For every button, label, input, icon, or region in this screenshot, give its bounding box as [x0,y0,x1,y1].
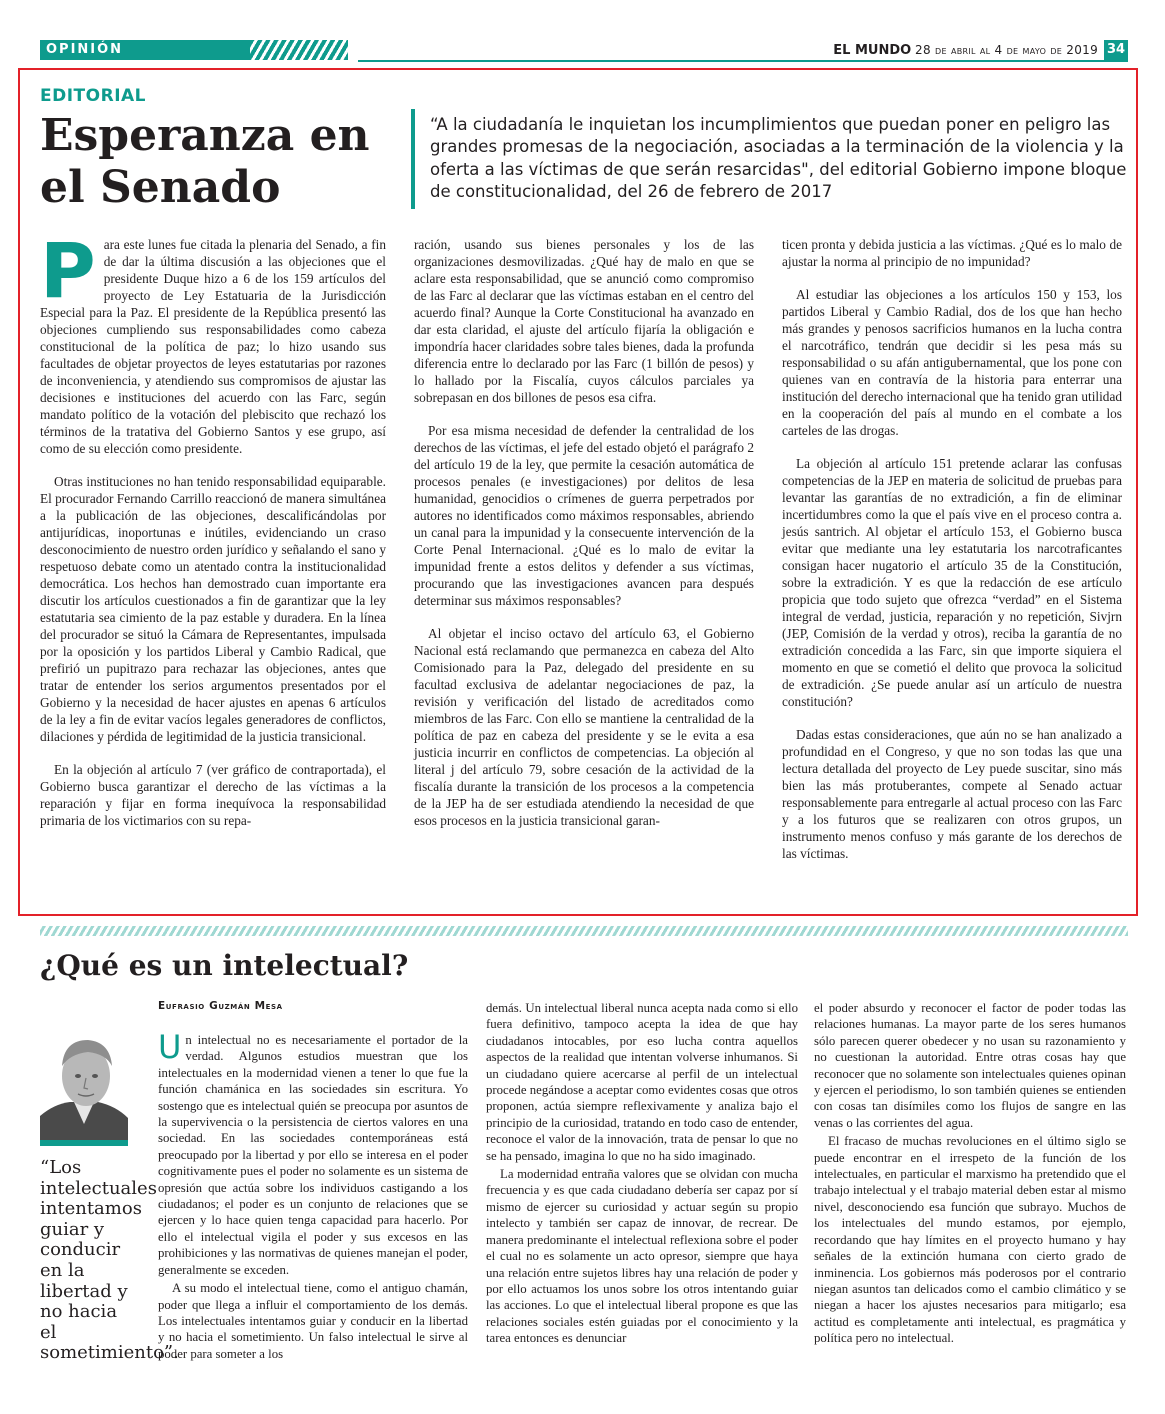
editorial-pullquote: “A la ciudadanía le inquietan los incumplimientos que puedan poner en peligro las grandes promesas de la negociación, asociadas a la terminación de la violencia y la oferta a las víctimas de que serán resarcidas", del editorial Gobierno impone bloque de constitucionalidad, del 26 de febrero de 2017 [430,115,1127,202]
editorial-paragraph: ración, usando sus bienes personales y los de las organizaciones desmovilizadas. ¿Qué hay de malo en que se aclare esta responsabilidad, que se anunció como compromiso de las Farc al declarar que las víctimas estaban en el centro del acuerdo final? Aunque la Corte Constitucional ha avanzado en dar esta claridad, el ajuste del artículo fijaría la obligación e impondría hacer claridades sobre tales bienes, dada la profunda diferencia entre lo declarado por las Farc (1 billón de pesos) y lo hallado por la Fiscalía, cuyos cálculos parciales ya sobrepasan en dos billones de pesos esa cifra. [414,237,754,405]
dropcap: P [40,226,96,315]
editorial-headline: Esperanza en el Senado [40,110,370,213]
header-rule [358,60,1128,62]
author-portrait-image [40,1032,128,1140]
section-divider [40,926,1128,936]
column-paragraph: demás. Un intelectual liberal nunca acepta nada como si ello fuera definitivo, tampoco acepta la idea de que hay ciudadanos intocables, por eso lucha contra aquellos aspectos de la realidad que intentan volverse inhumanos. Si un ciudadano quiere acercarse al perfil de un intelectual procede negándose a aceptar como evidentes cosas que otros proponen, actúa siempre reflexivamente y analiza bajo el principio de la curiosidad, tratando en todo caso de entender, reconoce el valor de la innovación, trata de pensar lo que no se ha pensado, imagina lo que no ha sido imaginado. [486,1001,798,1163]
column-paragraph: El fracaso de muchas revoluciones en el último siglo se puede encontrar en el irrespeto de la función de los intelectuales, en particular el marxismo ha pretendido que el trabajo intelectual y el trabajo material deben estar al mismo nivel, desconociendo esa función que subrayo. Muchos de los intelectuales del mundo estamos, por ejemplo, recordando que hay límites en el proyecto humano y hay señales de la extinción humana con cierto grado de inminencia. Los gobiernos más poderosos por el contrario niegan asuntos tan delicados como el cambio climático y se niegan a hacer los ajustes necesarios para mitigarlo; esa actitud es completamente anti intelectual, es pragmática y política pero no intelectual. [814,1134,1126,1346]
editorial-column-1 [40,226,386,845]
column-text-1 [158,1028,468,1364]
editorial-paragraph: La objeción al artículo 151 pretende aclarar las confusas competencias de la JEP en materia de solicitud de pruebas para levantar las garantías de no extradición, a fin de eliminar incertidumbres como la que el país vive en el proceso contra a. jesús santrich. Al objetar el artículo 153, el Gobierno busca evitar que mediante una ley estatutaria los narcotraficantes consigan hacer nugatorio el artículo 35 de la Constitución, sobre la extradición. Y es que la redacción de ese artículo propicia que todo sujeto que ofrezca “verdad” en el Sistema integral de verdad, justicia, reparación y no repetición, Sivjrn (JEP, Comisión de la verdad y otros), reciba la garantía de no extradición concedida a las Farc, sin que importe siquiera el momento en que se cometió el delito que provoca la solicitud de extradición. ¿Se puede anular así un artículo de nuestra constitución? [782,456,1122,709]
issue-date: 28 de abril al 4 de mayo de 2019 [915,43,1098,57]
author-portrait [40,1032,128,1140]
dropcap: U [158,1028,182,1066]
editorial-paragraph: Al estudiar las objeciones a los artículos 150 y 153, los partidos Liberal y Cambio Radial, dos de los que han hecho más grandes y penosos sacrificios humanos en la lucha contra el narcotráfico, tendrán que decidir si les pesa más su responsabilidad o su afán antigubernamental, que los pone con quienes van en contravía de la historia para enterrar una institución del derecho internacional que ha tenido gran utilidad en la cooperación del país al mundo en el combate a los carteles de las drogas. [782,287,1122,438]
page-header [40,38,1128,62]
column-headline: ¿Qué es un intelectual? [40,949,409,982]
publication-name: EL MUNDO [833,43,912,58]
paragraph-text: ara este lunes fue citada la plenaria del Senado, a fin de dar la última discusión a las objeciones que el presidente Duque hizo a 6 de los 159 artículos del proyecto de Ley Estatuaria de la Jurisdicción Especial para la Paz. El presidente de la República presentó las objeciones cumpliendo sus responsabilidades como cabeza constitucional de la política de paz; lo hizo usando sus facultades de objetar proyectos de leyes estatutarias por razones de inconveniencia, y atendiendo sus compromisos de ajustar las decisiones e instituciones del acuerdo con las Farc, según mandato político de la votación del plebiscito que rechazó los términos de la tratativa del Gobierno Santos y ese grupo, así como de su elección como presidente. [40,237,386,456]
column-paragraph: A su modo el intelectual tiene, como el antiguo chamán, poder que llega a influir el comportamiento de los demás. Los intelectuales intentamos guiar y conducir en la libertad y no hacia el sometimiento. Un falso intelectual le sirve al poder para someter a los [158,1281,468,1361]
column-paragraph: el poder absurdo y reconocer el factor de poder todas las relaciones humanas. La mayor parte de los seres humanos sólo parecen querer obedecer y no usan su razonamiento y no cuestionan la autoridad. Entre otras cosas hay que reconocer que no solamente son intelectuales quienes opinan y ejercen el periodismo, lo son también quienes se entienden con cosas tan disímiles como los flujos de sangre en las venas o las corrientes del agua. [814,1001,1126,1130]
editorial-paragraph [40,226,386,457]
column-text-3 [814,1000,1126,1349]
masthead [833,41,1098,60]
column-side-quote: “Los intelectuales intentamos guiar y conducir en la libertad y no hacia el sometimiento”. [40,1157,179,1364]
portrait-accent-bar [40,1140,128,1146]
editorial-paragraph: En la objeción al artículo 7 (ver gráfico de contraportada), el Gobierno busca garantizar el derecho de las víctimas a la reparación y fijar en forma inequívoca la responsabilidad primaria de los victimarios con su repa- [40,762,386,828]
editorial-paragraph: ticen pronta y debida justicia a las víctimas. ¿Qué es lo malo de ajustar la norma al principio de no impunidad? [782,237,1122,269]
editorial-column-2 [414,236,754,845]
pullquote-bar [411,109,415,209]
section-label: OPINIÓN [40,40,250,60]
page-number: 34 [1104,40,1128,60]
editorial-paragraph: Por esa misma necesidad de defender la centralidad de los derechos de las víctimas, el jefe del estado objetó el parágrafo 2 del artículo 19 de la ley, que permite la cesación automática de procesos penales (e investigaciones) por delitos de lesa humanidad, genocidios o crímenes de guerra perpetrados por autores no identificados como máximos responsables, abriendo un canal para la impunidad y la consecuente intervención de la Corte Penal Internacional. ¿Qué es lo malo de evitar la impunidad frente a estos delitos y defender a sus víctimas, procurando que las investigaciones avancen para después determinar sus máximos responsables? [414,423,754,608]
column-paragraph: La modernidad entraña valores que se olvidan con mucha frecuencia y es que cada ciudadano debería ser capaz por sí mismo de ejercer su curiosidad y actuar según su propio intelecto y también ser capaz de innovar, de recrear. De manera predominante el intelectual reflexiona sobre el poder el cual no es solamente un acto opresor, siempre que haya una relación entre sujetos libres hay una relación de poder y por ello actuamos los unos sobre los otros intentando guiar las acciones. Lo que el intelectual liberal propone es que las relaciones sociales estén guiadas por el conocimiento y la tarea entonces es denunciar [486,1167,798,1346]
section-stripes-decoration [250,40,348,60]
editorial-kicker: EDITORIAL [40,86,147,106]
editorial-paragraph: Dadas estas consideraciones, que aún no se han analizado a profundidad en el Congreso, y que no son todas las que una lectura detallada del proyecto de Ley puede suscitar, sino más bien las más protuberantes, compete al Senado actuar responsablemente para entregarle al actual proceso con las Farc y a los futuros que se realizaren con otros grupos, un instrumento menos confuso y más garante de los derechos de las víctimas. [782,727,1122,861]
author-byline: Eufrasio Guzmán Mesa [158,1000,283,1012]
paragraph-text: n intelectual no es necesariamente el portador de la verdad. Algunos estudios muestran que los intelectuales en la modernidad vienen a tener lo que fue la función chamánica en las sociedades sin escritura. Yo sostengo que es intelectual quién se preocupa por asuntos de la supervivencia o la persistencia de ciertos valores en una sociedad. En las sociedades contemporáneas está preocupado por la libertad y por ello se interesa en el poder cognitivamente pues el poder no solamente es un sistema de opresión que actúa sobre los individuos castigando a los ciudadanos; el poder es un conjunto de relaciones que se ejercen y lo hace quien tenga capacidad para hacerlo. Por ello el intelectual vigila el poder y sus excesos en las prohibiciones y las normativas de quienes manejan el poder, generalmente se exceden. [158,1033,468,1277]
editorial-column-3 [782,236,1122,878]
editorial-paragraph: Al objetar el inciso octavo del artículo 63, el Gobierno Nacional está reclamando que permanezca en cabeza del Alto Comisionado para la Paz, delegado del presidente en su facultad exclusiva de adelantar negociaciones de paz, la revisión y verificación del listado de acreditados como miembros de las Farc. Con ello se mantiene la centralidad de la política de paz en cabeza del presidente y se le evita a esa justicia incurrir en conflictos de competencias. La objeción al literal j del artículo 79, sobre cesación de la actividad de la fiscalía durante la transición de los procesos a la competencia de la JEP ha de ser estudiada atendiendo la necesidad de que esos procesos en la justicia transicional garan- [414,626,754,828]
column-text-2 [486,1000,798,1349]
editorial-paragraph: Otras instituciones no han tenido responsabilidad equiparable. El procurador Fernando Carrillo reaccionó de manera simultánea a la publicación de las objeciones, descalificándolas por antijurídicas, inoportunas e inútiles, evidenciando un craso desconocimiento de nuestro orden jurídico y señalando el sano y respetuoso debate como un atentado contra la institucionalidad democrática. Los hechos han demostrado cuan importante era discutir los artículos cuestionados a fin de garantizar que la ley estatutaria sea cimiento de la paz estable y duradera. En la línea del procurador se situó la Cámara de Representantes, impulsada por la oposición y los partidos Liberal y Cambio Radical, que prefirió un pupitrazo para rechazar las objeciones, antes que tratar de entender los serios argumentos presentados por el Gobierno y la necesidad de hacer ajustes en apenas 6 artículos de la ley a fin de evitar vacíos legales generadores de conflictos, dilaciones y pérdida de legitimidad de la justicia transicional. [40,474,386,744]
column-paragraph [158,1028,468,1278]
